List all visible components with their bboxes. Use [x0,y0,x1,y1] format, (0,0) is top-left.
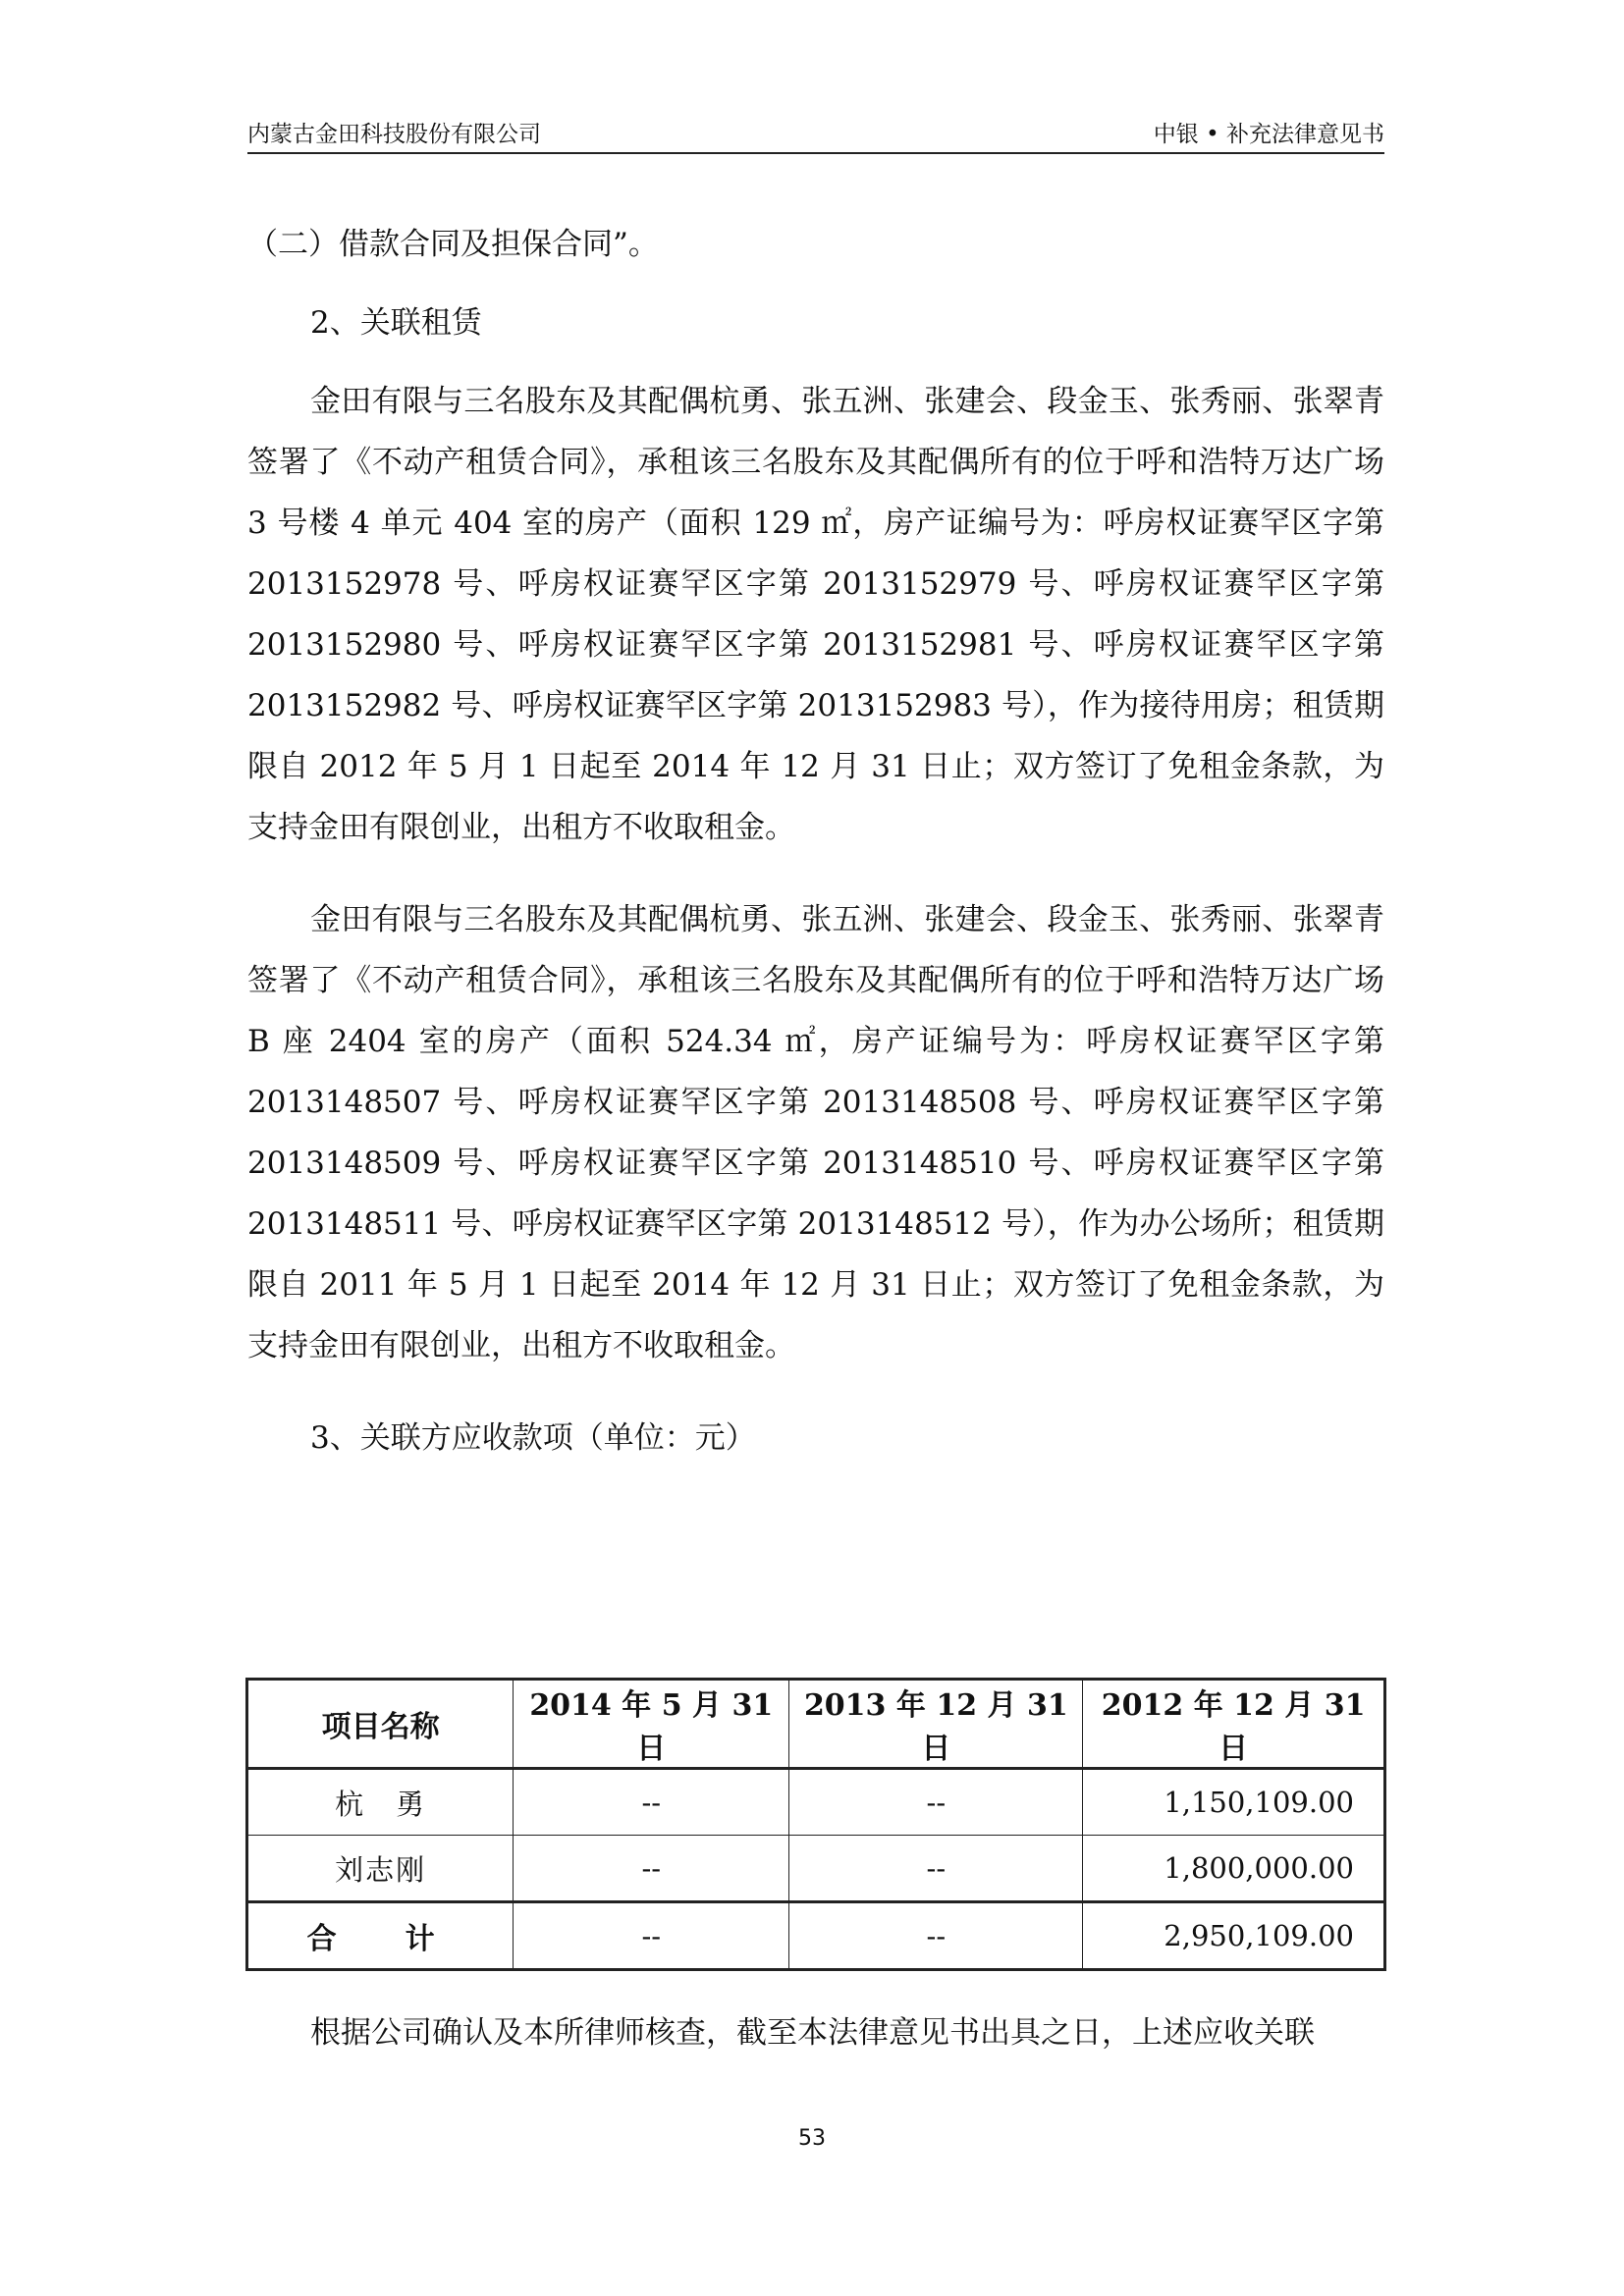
page-header [247,110,1384,149]
table-row [247,1836,1385,1902]
table-cell-name: 刘志刚 [247,1836,514,1902]
paragraph-loan-contract: （二）借款合同及担保合同”。 [247,227,659,262]
body-text [247,214,1384,1468]
column-header: 2013 年 12 月 31 日 [789,1680,1083,1769]
table-cell-name: 杭 勇 [247,1769,514,1836]
table-cell-total-label: 合 计 [247,1902,514,1970]
table-cell-amount: 1,800,000.00 [1083,1836,1385,1902]
table-cell-amount: 1,150,109.00 [1083,1769,1385,1836]
table-total-row [247,1902,1385,1970]
paragraph-verification: 根据公司确认及本所律师核查，截至本法律意见书出具之日，上述应收关联 [310,2015,1315,2051]
heading-related-lease: 2、关联租赁 [310,305,482,341]
table-row [247,1769,1385,1836]
header-company-name: 内蒙古金田科技股份有限公司 [247,122,541,147]
receivables-table [245,1678,1386,1971]
header-divider [247,152,1384,154]
heading-receivables: 3、关联方应收款项（单位：元） [310,1420,756,1456]
paragraph-lease-2: 金田有限与三名股东及其配偶杭勇、张五洲、张建会、段金玉、张秀丽、张翠青签署了《不动产租赁合同》，承租该三名股东及其配偶所有的位于呼和浩特万达广场 B 座 2404 室的房产（面积 524.34 ㎡，房产证编号为：呼房权证赛罕区字第 2013148507 号、呼房权证赛罕区字第 2013148508 号、呼房权证赛罕区字第 2013148509 号、呼房权证赛罕区字第 2013148510 号、呼房权证赛罕区字第 2013148511 号、呼房权证赛罕区字第 2013148512 号），作为办公场所；租赁期限自 2011 年 5 月 1 日起至 2014 年 12 月 31 日止；双方签订了免租金条款，为支持金田有限创业，出租方不收取租金。 [247,902,1384,1363]
column-header: 2014 年 5 月 31 日 [514,1680,789,1769]
page-number: 53 [798,2126,826,2151]
body-text-continued [247,2002,1384,2063]
table-cell: -- [514,1902,789,1970]
table-cell: -- [514,1769,789,1836]
paragraph-lease-1: 金田有限与三名股东及其配偶杭勇、张五洲、张建会、段金玉、张秀丽、张翠青签署了《不动产租赁合同》，承租该三名股东及其配偶所有的位于呼和浩特万达广场 3 号楼 4 单元 404 室的房产（面积 129 ㎡，房产证编号为：呼房权证赛罕区字第 2013152978 号、呼房权证赛罕区字第 2013152979 号、呼房权证赛罕区字第 2013152980 号、呼房权证赛罕区字第 2013152981 号、呼房权证赛罕区字第 2013152982 号、呼房权证赛罕区字第 2013152983 号），作为接待用房；租赁期限自 2012 年 5 月 1 日起至 2014 年 12 月 31 日止；双方签订了免租金条款，为支持金田有限创业，出租方不收取租金。 [247,384,1384,845]
table-header-row [247,1680,1385,1769]
table-cell: -- [789,1769,1083,1836]
table-cell: -- [789,1836,1083,1902]
column-header: 2012 年 12 月 31 日 [1083,1680,1385,1769]
table-cell-total-amount: 2,950,109.00 [1083,1902,1385,1970]
table-cell: -- [789,1902,1083,1970]
header-document-title: 中银 • 补充法律意见书 [1153,122,1384,147]
column-header: 项目名称 [247,1680,514,1769]
table-cell: -- [514,1836,789,1902]
